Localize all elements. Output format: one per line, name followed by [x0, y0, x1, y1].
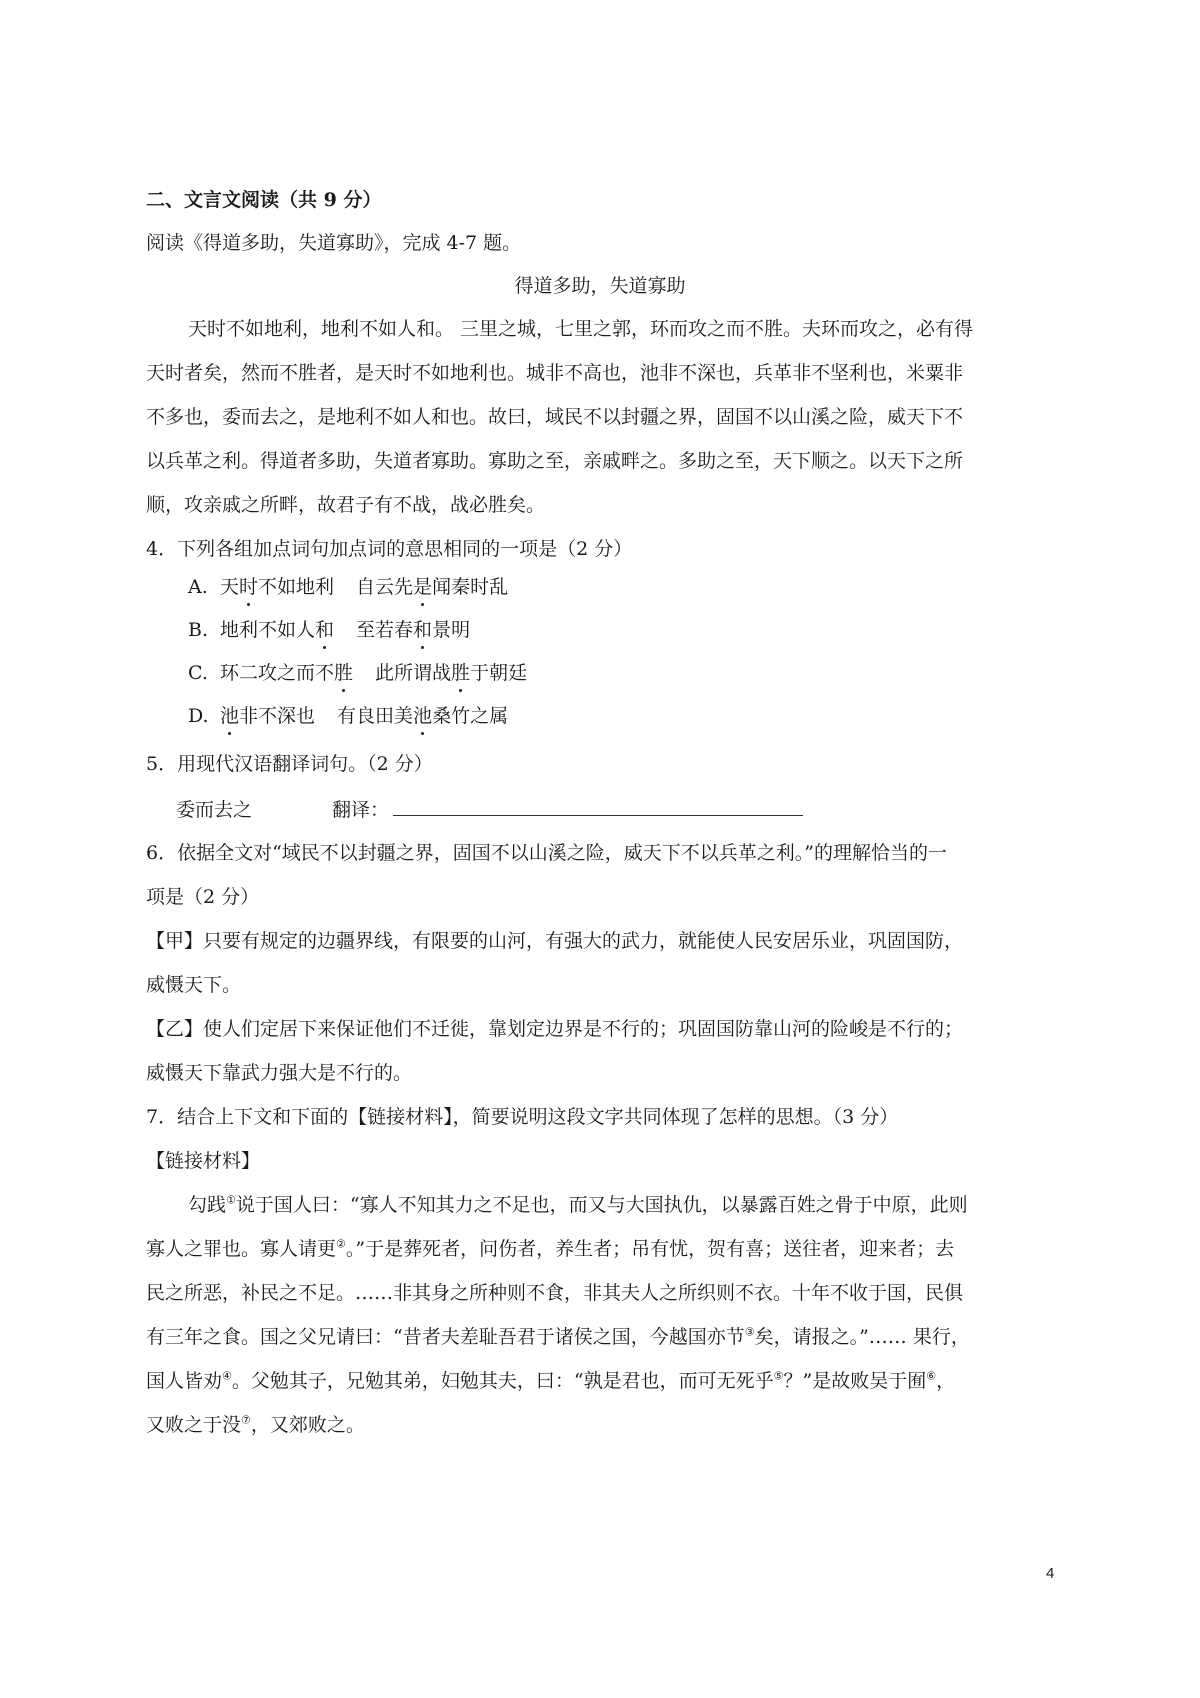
- question-7-stem: 7．结合上下文和下面的【链接材料】，简要说明这段文字共同体现了怎样的思想。（3 分）: [146, 1106, 899, 1128]
- question-5-stem: 5．用现代汉语翻译词句。（2 分）: [146, 753, 433, 775]
- material-text: ？”是故败吴于囿: [783, 1370, 927, 1392]
- answer-blank[interactable]: [393, 797, 803, 816]
- option-letter: B.: [188, 619, 209, 641]
- option-letter: C.: [188, 662, 208, 684]
- footnote-mark: ⑥: [926, 1369, 937, 1383]
- material-line: [146, 1369, 955, 1393]
- footnote-mark: ①: [226, 1193, 236, 1207]
- passage-title: 得道多助，失道寡助: [514, 275, 686, 297]
- footnote-mark: ③: [744, 1325, 755, 1339]
- option-text: 自云先: [356, 576, 414, 598]
- question-5-answer-row: [176, 797, 803, 822]
- dotted-word: 池: [220, 705, 240, 727]
- option-text: 有良田美: [337, 705, 414, 727]
- option-text: 非不深也: [239, 705, 316, 727]
- instruction: 阅读《得道多助，失道寡助》，完成 4-7 题。: [146, 232, 522, 254]
- option-letter: A.: [188, 576, 208, 598]
- material-text: 有三年之食。国之父兄请曰：“昔者夫差耻吾君于诸侯之国，今越国亦节: [146, 1326, 745, 1348]
- page-number: 4: [1046, 1565, 1055, 1582]
- option-text: 地利不如人: [220, 619, 316, 641]
- option-text: 此所谓战: [375, 662, 452, 684]
- passage-line: 天时者矣，然而不胜者，是天时不如地利也。城非不高也，池非不深也，兵革非不坚利也，米粟非: [146, 362, 964, 384]
- question-6-stem: 项是（2 分）: [146, 886, 260, 908]
- dotted-word: 胜: [334, 662, 354, 684]
- material-text: 。”于是葬死者，问伤者，养生者；吊有忧，贺有喜；送往者，迎来者；去: [345, 1238, 955, 1260]
- material-line: 民之所恶，补民之不足。……非其身之所种则不食，非其夫人之所织则不衣。十年不收于国，民俱: [146, 1282, 964, 1304]
- material-text: 。父勉其子，兄勉其弟，妇勉其夫，曰：“孰是君也，而可无死乎: [231, 1370, 774, 1392]
- option-text: 景明: [432, 619, 471, 641]
- translate-label: 翻译：: [332, 799, 390, 821]
- footnote-mark: ⑦: [241, 1413, 251, 1427]
- dotted-word: 是: [413, 576, 433, 598]
- material-line: [146, 1413, 365, 1437]
- option-text: 桑竹之属: [432, 705, 509, 727]
- dotted-word: 胜: [451, 662, 471, 684]
- dotted-word: 和: [315, 619, 335, 641]
- passage-line: 顺，攻亲戚之所畔，故君子有不战，战必胜矣。: [146, 494, 546, 516]
- choice-yi: 威慑天下靠武力强大是不行的。: [146, 1062, 413, 1084]
- option-text: 至若春: [356, 619, 414, 641]
- material-line: [146, 1325, 970, 1349]
- material-text: 寡人之罪也。寡人请更: [146, 1238, 337, 1260]
- choice-jia: 【甲】只要有规定的边疆界线，有限要的山河，有强大的武力，就能使人民安居乐业，巩固国防，: [146, 930, 964, 952]
- section-title: 二、文言文阅读（共 9 分）: [146, 189, 382, 211]
- option-letter: D.: [188, 705, 209, 727]
- option-text: 不如地利: [258, 576, 335, 598]
- dotted-word: 时: [239, 576, 259, 598]
- option-text: 于朝廷: [470, 662, 528, 684]
- material-line: [188, 1193, 968, 1217]
- material-text: 说于国人曰：“寡人不知其力之不足也，而又与大国执仇，以暴露百姓之骨于中原，此则: [235, 1194, 968, 1216]
- material-text: ，: [936, 1370, 956, 1392]
- option-b: [188, 618, 470, 642]
- material-text: 又败之于没: [146, 1414, 242, 1436]
- material-text: ，又郊败之。: [250, 1414, 365, 1436]
- material-text: 国人皆劝: [146, 1370, 223, 1392]
- option-text: 闻秦时乱: [432, 576, 509, 598]
- footnote-mark: ⑤: [773, 1369, 784, 1383]
- option-text: 环二攻之而不: [220, 662, 335, 684]
- option-a: [188, 575, 508, 599]
- choice-yi: 【乙】使人们定居下来保证他们不迁徙，靠划定边界是不行的；巩固国防靠山河的险峻是不行的；: [146, 1018, 964, 1040]
- dotted-word: 和: [413, 619, 433, 641]
- question-6-stem: 6．依据全文对“域民不以封疆之界，固国不以山溪之险，威天下不以兵革之利。”的理解恰当的一: [146, 842, 948, 864]
- option-d: [188, 704, 508, 728]
- material-text: 勾践: [188, 1194, 227, 1216]
- passage-line: 天时不如地利，地利不如人和。 三里之城，七里之郭，环而攻之而不胜。夫环而攻之，必有得: [188, 318, 974, 340]
- footnote-mark: ②: [336, 1237, 346, 1251]
- option-text: 天: [220, 576, 240, 598]
- passage-line: 以兵革之利。得道者多助，失道者寡助。寡助之至，亲戚畔之。多助之至，天下顺之。以天下之所: [146, 450, 964, 472]
- footnote-mark: ④: [222, 1369, 232, 1383]
- material-text: 矣，请报之。”…… 果行，: [754, 1326, 970, 1348]
- dotted-word: 池: [413, 705, 433, 727]
- material-title: 【链接材料】: [146, 1150, 261, 1172]
- question-4-stem: 4．下列各组加点词句加点词的意思相同的一项是（2 分）: [146, 538, 633, 560]
- phrase-to-translate: 委而去之: [176, 799, 253, 821]
- option-c: [188, 661, 527, 685]
- choice-jia: 威慑天下。: [146, 974, 242, 996]
- material-line: [146, 1237, 954, 1261]
- passage-line: 不多也，委而去之，是地利不如人和也。故曰，域民不以封疆之界，固国不以山溪之险，威天下不: [146, 406, 964, 428]
